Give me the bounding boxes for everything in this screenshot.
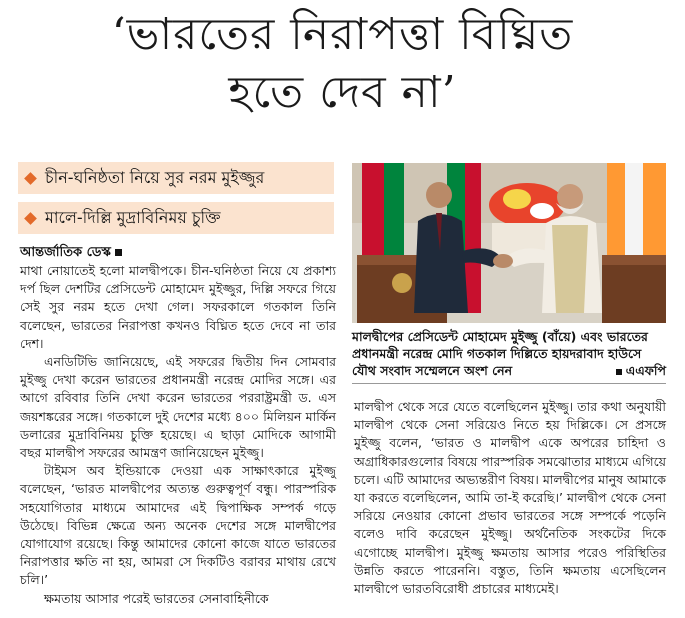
subhead-2 — [18, 202, 334, 234]
paragraph: মাথা নোয়াতেই হলো মালদ্বীপকে। চীন-ঘনিষ্ঠতা নিয়ে যে প্রকাশ্য দর্প ছিল দেশটির প্রেসিডেন্ট মোহামেদ মুইজ্জুর, দিল্লি সফরে গিয়ে সেই সুর নরম হতে দেখা গেল। সফরকালে গতকাল তিনি বলেছেন, ভারতের নিরাপত্তা কখনও বিঘ্নিত হতে দেবে না তার দেশ। — [20, 263, 336, 351]
photo-credit — [616, 362, 666, 379]
article-right-column — [354, 398, 666, 598]
square-bullet-icon — [616, 369, 622, 375]
paragraph: ক্ষমতায় আসার পরেই ভারতের সেনাবাহিনীকে — [44, 590, 269, 606]
subhead-1-text: চীন-ঘনিষ্ঠতা নিয়ে সুর নরম মুইজ্জুর — [45, 167, 265, 187]
paragraph: মালদ্বীপ থেকে সরে যেতে বলেছিলেন মুইজ্জু। তার কথা অনুযায়ী মালদ্বীপ থেকে সেনা সরিয়েও নিতে হয় দিল্লিকে। সে প্রসঙ্গে মুইজ্জু বলেন, ‘ভারত ও মালদ্বীপ একে অপরের চাহিদা ও অগ্রাধিকারগুলোর বিষয়ে পারস্পরিক সমঝোতার মাধ্যমে এগিয়ে চলে। এটি আমাদের অভ্যন্তরীণ বিষয়। মালদ্বীপের মানুষ আমাকে যা করতে বলেছিলেন, আমি তা-ই করেছি।’ মালদ্বীপ থেকে সেনা সরিয়ে নেওয়ার কোনো প্রভাব ভারতের সঙ্গে সম্পর্কে পড়েনি বলেও দাবি করেছেন মুইজ্জু। অর্থনৈতিক সংকটের দিকে এগোচ্ছে মালদ্বীপ। মুইজ্জু ক্ষমতায় আসার পরেও পরিস্থিতির উন্নতি করতে পারেননি। বস্তুত, তিনি ক্ষমতায় এসেছিলেন মালদ্বীপে ভারতবিরোধী প্রচারের মাধ্যমেই। — [354, 399, 666, 597]
dateline-text: আন্তর্জাতিক ডেস্ক — [20, 245, 111, 260]
article-left-column — [20, 262, 336, 608]
headline — [0, 6, 685, 122]
bullet-diamond-icon — [24, 172, 37, 185]
leaders-handshake-illustration — [352, 163, 666, 323]
news-photo — [352, 163, 666, 323]
divider — [352, 383, 666, 384]
paragraph: এনডিটিভি জানিয়েছে, এই সফরের দ্বিতীয় দিন সোমবার মুইজ্জু দেখা করেন ভারতের প্রধানমন্ত্রী নরেন্দ্র মোদির সঙ্গে। এর আগে রবিবার তিনি দেখা করেন ভারতের পররাষ্ট্রমন্ত্রী ড. এস জয়শঙ্করের সঙ্গে। গতকালে দুই দেশের মধ্যে ৪০০ মিলিয়ন মার্কিন ডলারের মুদ্রাবিনিময় চুক্তি হয়েছে। এ ছাড়া মোদিকে আগামী বছর মালদ্বীপ সফরের আমন্ত্রণ জানিয়েছেন মুইজ্জু। — [20, 354, 336, 461]
square-bullet-icon — [115, 249, 122, 256]
photo-caption — [352, 328, 666, 379]
photo-credit-text: এএফপি — [625, 363, 666, 378]
subhead-1 — [18, 162, 334, 194]
subhead-2-text: মালে-দিল্লি মুদ্রাবিনিময় চুক্তি — [45, 207, 221, 227]
headline-line-2: হতে দেব না’ — [228, 67, 457, 118]
caption-text: মালদ্বীপের প্রেসিডেন্ট মোহামেদ মুইজ্জু (বাঁয়ে) এবং ভারতের প্রধানমন্ত্রী নরেন্দ্র মোদি গতকাল দিল্লিতে হায়দরাবাদ হাউসে যৌথ সংবাদ সম্মেলনে অংশ নেন — [352, 329, 648, 378]
headline-line-1: ‘ভারতের নিরাপত্তা বিঘ্নিত — [111, 9, 574, 60]
bullet-diamond-icon — [24, 212, 37, 225]
paragraph: টাইমস অব ইন্ডিয়াকে দেওয়া এক সাক্ষাৎকারে মুইজ্জু বলেছেন, ‘ভারত মালদ্বীপের অত্যন্ত গুরুত্বপূর্ণ বন্ধু। পারস্পরিক সহযোগিতার মাধ্যমে আমাদের এই দ্বিপাক্ষিক সম্পর্ক গড়ে উঠেছে। বিভিন্ন ক্ষেত্রে অন্য অনেক দেশের সঙ্গে মালদ্বীপের যোগাযোগ রয়েছে। কিন্তু আমাদের কোনো কাজে যাতে ভারতের নিরাপত্তার ক্ষতি না হয়, আমরা সে দিকটিও বরাবর মাথায় রেখে চলি।’ — [20, 463, 336, 588]
dateline — [20, 243, 122, 264]
